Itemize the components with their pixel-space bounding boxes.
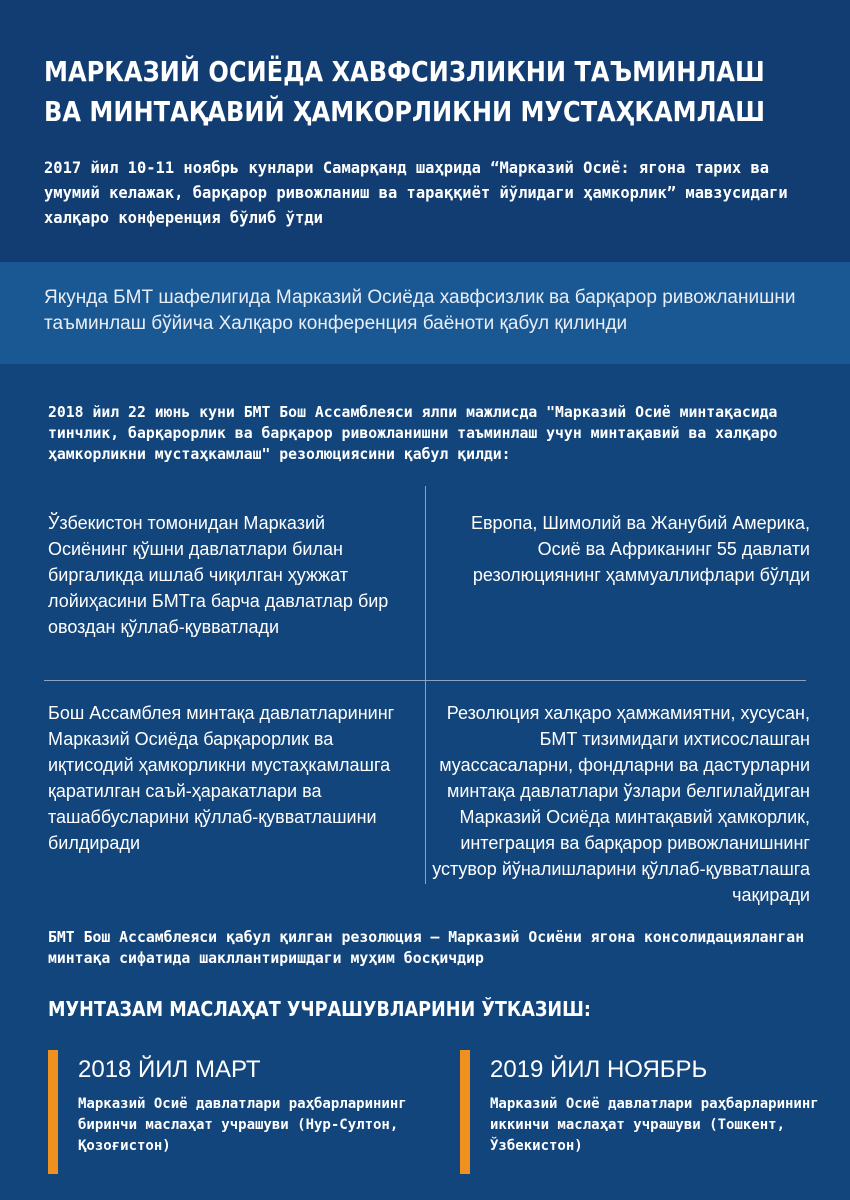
conclusion-paragraph: БМТ Бош Ассамблеяси қабул қилган резолюция — Марказий Осиёни ягона консолидацияланган минтақа сифатида шакллантиришдаги муҳим босқичдир [48, 928, 805, 967]
intro-paragraph: 2017 йил 10-11 ноябрь кунлари Самарқанд шаҳрида “Марказий Осиё: ягона тарих ва умумий келажак, барқарор ривожланиш ва тараққиёт йўлидаги ҳамкорлик” мавзусидаги халқаро конференция бўлиб ўтди [44, 158, 788, 227]
meeting-item [460, 1050, 840, 1174]
accent-bar [460, 1050, 470, 1174]
meeting-date: 2019 ЙИЛ НОЯБРЬ [490, 1056, 708, 1083]
title-line-2: ВА МИНТАҚАВИЙ ҲАМКОРЛИКНИ МУСТАҲКАМЛАШ [44, 95, 766, 128]
meeting-description: Марказий Осиё давлатлари раҳбарларининг биринчи маслаҳат учрашуви (Нур-Султон, Қозоғистон) [78, 1096, 407, 1154]
resolution-intro: 2018 йил 22 июнь куни БМТ Бош Ассамблеяси ялпи мажлисда "Марказий Осиё минтақасида тинчлик, барқарорлик ва барқарор ривожланишни таъминлаш учун минтақавий ва халқаро ҳамкорликни мустаҳкамлаш" резолюциясини қабул қилди: [48, 403, 778, 463]
grid-cell-bottom-right: Резолюция халқаро ҳамжамиятни, хусусан, БМТ тизимидаги ихтисослашган муассасаларни, фондларни ва дастурларни минтақа давлатлари ўзлари белгилайдиган Марказий Осиёда минтақавий ҳамкорлик, интеграция ва барқарор ривожланишнинг устувор йўналишларини қўллаб-қувватлашга чақиради [432, 703, 810, 905]
accent-bar [48, 1050, 58, 1174]
page-title [44, 52, 766, 132]
meeting-item [48, 1050, 428, 1174]
meetings-section-title: МУНТАЗАМ МАСЛАҲАТ УЧРАШУВЛАРИНИ ЎТКАЗИШ: [48, 997, 591, 1021]
grid-cell-bottom-left: Бош Ассамблея минтақа давлатларининг Марказий Осиёда барқарорлик ва иқтисодий ҳамкорликни мустаҳкамлашга қаратилган саъй-ҳаракатлари ва ташаббусларини қўллаб-қувватлашини билдиради [48, 703, 395, 853]
grid-cell-top-right: Европа, Шимолий ва Жанубий Америка, Осиё ва Африканинг 55 давлати резолюциянинг ҳаммуаллифлари бўлди [470, 513, 810, 585]
meeting-description: Марказий Осиё давлатлари раҳбарларининг иккинчи маслаҳат учрашуви (Тошкент, Ўзбекистон) [490, 1096, 819, 1154]
meeting-date: 2018 ЙИЛ МАРТ [78, 1056, 261, 1083]
grid-horizontal-divider [44, 680, 806, 681]
grid-cell-top-left: Ўзбекистон томонидан Марказий Осиёнинг қўшни давлатлари билан биргаликда ишлаб чиқилган ҳужжат лойиҳасини БМТга барча давлатлар бир овоздан қўллаб-қувватлади [48, 513, 389, 637]
highlight-band-text: Якунда БМТ шафелигида Марказий Осиёда хавфсизлик ва барқарор ривожланишни таъминлаш бўйича Халқаро конференция баёноти қабул қилинди [44, 287, 796, 334]
title-line-1: МАРКАЗИЙ ОСИЁДА ХАВФСИЗЛИКНИ ТАЪМИНЛАШ [44, 55, 765, 88]
